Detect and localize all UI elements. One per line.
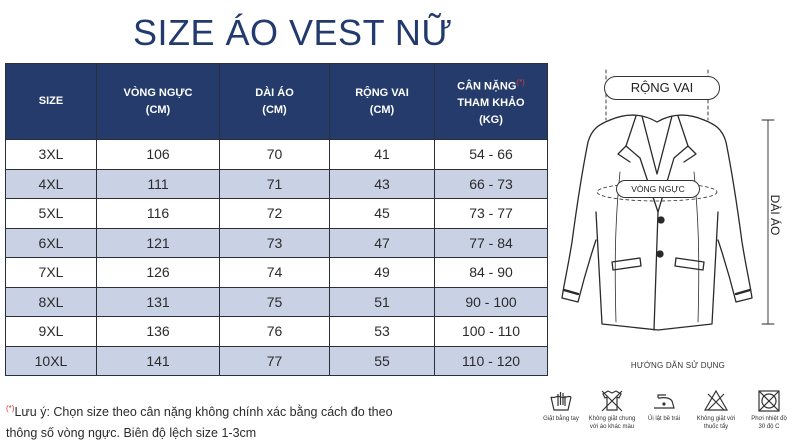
care-item bbox=[584, 388, 640, 431]
cell-chest: 106 bbox=[97, 140, 220, 170]
cell-weight: 84 - 90 bbox=[435, 258, 548, 288]
table-row bbox=[6, 258, 548, 288]
header-length-label: DÀI ÁO bbox=[255, 86, 294, 99]
header-shoulder-unit: (CM) bbox=[369, 103, 395, 116]
header-chest-label: VÒNG NGỰC bbox=[123, 86, 193, 99]
page-title: SIZE ÁO VEST NỮ bbox=[133, 12, 453, 53]
header-size: SIZE bbox=[6, 64, 97, 140]
cell-shoulder: 45 bbox=[330, 199, 435, 229]
size-note bbox=[6, 398, 526, 444]
cell-length: 73 bbox=[220, 228, 330, 258]
table-row bbox=[6, 287, 548, 317]
no-tumble-dry-icon bbox=[756, 388, 782, 414]
header-weight-mark: (*) bbox=[516, 77, 525, 87]
cell-length: 72 bbox=[220, 199, 330, 229]
care-item bbox=[688, 388, 744, 431]
header-weight-unit: (KG) bbox=[479, 114, 503, 127]
cell-shoulder: 49 bbox=[330, 258, 435, 288]
cell-size: 9XL bbox=[6, 317, 97, 347]
cell-chest: 141 bbox=[97, 346, 220, 376]
cell-length: 71 bbox=[220, 169, 330, 199]
care-caption-2: 30 độ C bbox=[758, 423, 780, 430]
care-caption: Không giặt với bbox=[696, 416, 736, 422]
length-label: DÀI ÁO bbox=[768, 194, 782, 236]
cell-size: 4XL bbox=[6, 169, 97, 199]
table-row bbox=[6, 199, 548, 229]
cell-size: 3XL bbox=[6, 140, 97, 170]
cell-weight: 90 - 100 bbox=[435, 287, 548, 317]
cell-chest: 121 bbox=[97, 228, 220, 258]
no-wash-with-colors-icon bbox=[599, 388, 625, 414]
chest-label: VÒNG NGỰC bbox=[616, 180, 700, 198]
header-shoulder bbox=[330, 64, 435, 140]
table-row bbox=[6, 140, 548, 170]
cell-shoulder: 43 bbox=[330, 169, 435, 199]
header-chest bbox=[97, 64, 220, 140]
cell-weight: 110 - 120 bbox=[435, 346, 548, 376]
note-mark: (*) bbox=[6, 404, 15, 413]
table-row bbox=[6, 228, 548, 258]
header-length bbox=[220, 64, 330, 140]
table-header-row bbox=[6, 64, 548, 140]
no-bleach-icon bbox=[703, 388, 729, 414]
header-weight-ref: THAM KHẢO bbox=[457, 97, 525, 110]
care-caption-2: thuốc tẩy bbox=[703, 423, 729, 430]
cell-chest: 131 bbox=[97, 287, 220, 317]
cell-chest: 116 bbox=[97, 199, 220, 229]
care-instructions bbox=[533, 388, 797, 444]
cell-weight: 77 - 84 bbox=[435, 228, 548, 258]
cell-size: 5XL bbox=[6, 199, 97, 229]
care-caption: Ủi lật bề trái bbox=[647, 416, 680, 422]
care-caption-2: với áo khác màu bbox=[589, 423, 635, 430]
cell-chest: 136 bbox=[97, 317, 220, 347]
note-line-1: Lưu ý: Chọn size theo cân nặng không chính xác bằng cách đo theo bbox=[14, 405, 393, 420]
care-item bbox=[741, 388, 797, 431]
cell-size: 6XL bbox=[6, 228, 97, 258]
care-caption: Phơi nhiệt độ bbox=[751, 416, 787, 422]
care-item bbox=[636, 388, 692, 424]
cell-length: 70 bbox=[220, 140, 330, 170]
header-chest-unit: (CM) bbox=[145, 103, 171, 116]
cell-weight: 100 - 110 bbox=[435, 317, 548, 347]
cell-length: 77 bbox=[220, 346, 330, 376]
header-shoulder-label: RỘNG VAI bbox=[355, 86, 409, 99]
cell-size: 8XL bbox=[6, 287, 97, 317]
size-table bbox=[5, 63, 548, 376]
table-row bbox=[6, 169, 548, 199]
hand-wash-icon bbox=[548, 388, 574, 414]
cell-weight: 54 - 66 bbox=[435, 140, 548, 170]
iron-reverse-icon bbox=[651, 388, 677, 414]
care-item bbox=[533, 388, 589, 424]
cell-chest: 126 bbox=[97, 258, 220, 288]
header-weight bbox=[435, 64, 548, 140]
care-caption: Giặt bằng tay bbox=[543, 416, 579, 422]
cell-length: 74 bbox=[220, 258, 330, 288]
cell-weight: 73 - 77 bbox=[435, 199, 548, 229]
shoulder-label: RỘNG VAI bbox=[604, 76, 720, 100]
care-caption: Không giặt chung bbox=[588, 416, 636, 422]
table-row bbox=[6, 317, 548, 347]
cell-length: 75 bbox=[220, 287, 330, 317]
header-weight-label: CÂN NẶNG bbox=[457, 80, 517, 93]
note-line-2: thông số vòng ngực. Biên độ lệch size 1-3cm bbox=[6, 426, 257, 441]
cell-size: 7XL bbox=[6, 258, 97, 288]
cell-weight: 66 - 73 bbox=[435, 169, 548, 199]
cell-shoulder: 55 bbox=[330, 346, 435, 376]
cell-size: 10XL bbox=[6, 346, 97, 376]
care-title: HƯỚNG DẪN SỬ DỤNG bbox=[630, 361, 726, 370]
cell-shoulder: 51 bbox=[330, 287, 435, 317]
cell-shoulder: 53 bbox=[330, 317, 435, 347]
cell-shoulder: 47 bbox=[330, 228, 435, 258]
jacket-diagram bbox=[548, 62, 800, 362]
cell-shoulder: 41 bbox=[330, 140, 435, 170]
header-length-unit: (CM) bbox=[262, 103, 287, 116]
table-row bbox=[6, 346, 548, 376]
cell-chest: 111 bbox=[97, 169, 220, 199]
jacket-illustration bbox=[548, 62, 800, 362]
cell-length: 76 bbox=[220, 317, 330, 347]
